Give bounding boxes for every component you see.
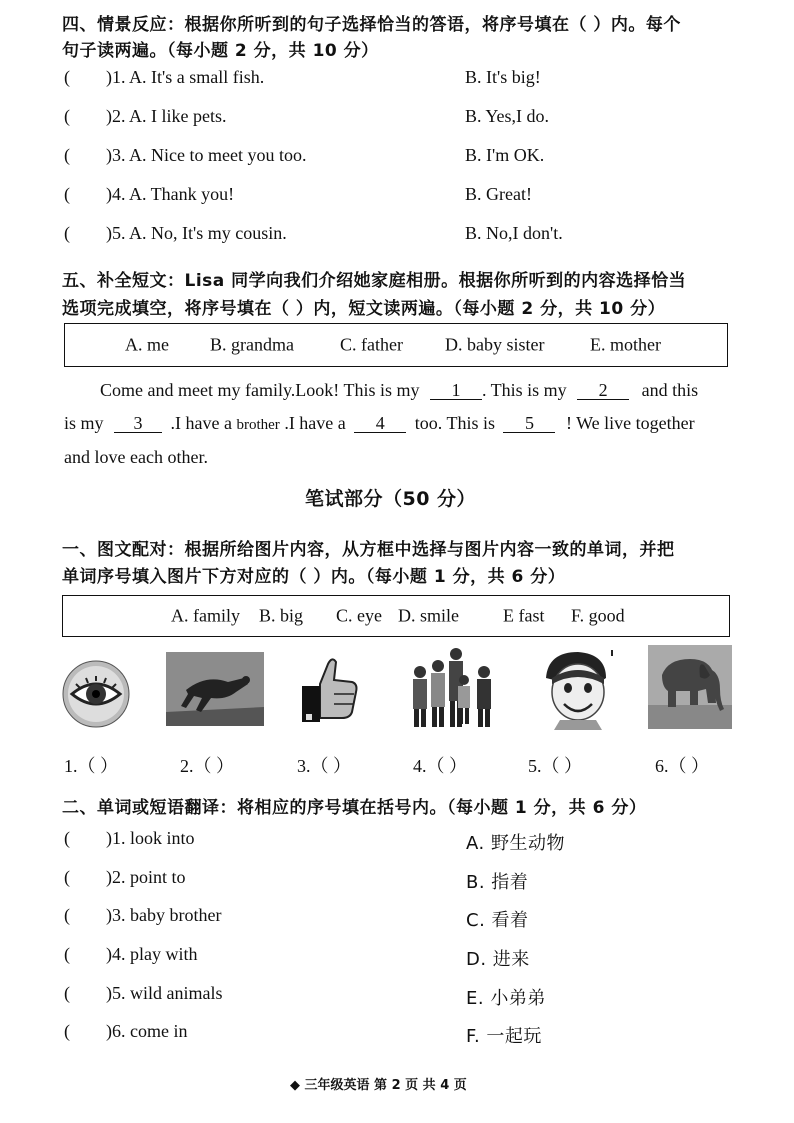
answer-paren[interactable]: ( — [64, 67, 70, 87]
option-c: C. father — [340, 334, 403, 355]
written1-title: 一、图文配对：根据所给图片内容，从方框中选择与图片内容一致的单词，并把 — [62, 540, 675, 560]
running-animal-picture — [166, 652, 264, 726]
picture-answer-3[interactable]: 3.（ ） — [297, 756, 351, 776]
passage-line3: and love each other. — [64, 447, 208, 467]
answer-paren[interactable]: ( — [64, 184, 70, 204]
blank-2[interactable]: 2 — [577, 381, 629, 400]
picture-answer-5[interactable]: 5.（ ） — [528, 756, 582, 776]
elephant-picture — [648, 645, 732, 729]
question-option-b: B. Great! — [465, 184, 532, 204]
passage-text: ! We live together — [565, 413, 695, 433]
thumbs-up-picture — [298, 654, 360, 726]
eye-picture — [62, 660, 130, 728]
blank-4[interactable]: 4 — [354, 414, 406, 433]
phrase-chinese: B. 指着 — [466, 872, 529, 893]
picture-answer-4[interactable]: 4.（ ） — [413, 756, 467, 776]
option-d: D. smile — [398, 605, 459, 626]
question-option-a: )1. A. It's a small fish. — [106, 67, 265, 87]
answer-paren[interactable]: ( — [64, 145, 70, 165]
section4-title: 四、情景反应：根据你所听到的句子选择恰当的答语，将序号填在（ ）内。每个 — [62, 15, 681, 35]
passage-text: and this — [641, 380, 699, 400]
passage-text: Come and meet my family.Look! This is my — [100, 380, 420, 400]
option-c: C. eye — [336, 605, 382, 626]
answer-paren[interactable]: ( — [64, 828, 70, 848]
answer-paren[interactable]: ( — [64, 1021, 70, 1041]
written1-title-line2: 单词序号填入图片下方对应的（ ）内。（每小题 1 分，共 6 分） — [62, 567, 566, 587]
option-a: A. me — [125, 334, 169, 355]
phrase-chinese: A. 野生动物 — [466, 833, 565, 854]
phrase-english: )5. wild animals — [106, 983, 223, 1003]
picture-answer-1[interactable]: 1.（ ） — [64, 756, 118, 776]
option-e: E. mother — [590, 334, 661, 355]
question-option-a: )5. A. No, It's my cousin. — [106, 223, 287, 243]
family-picture — [408, 644, 502, 732]
section5-title: 五、补全短文：Lisa 同学向我们介绍她家庭相册。根据你所听到的内容选择恰当 — [62, 271, 687, 291]
passage-text: is my — [64, 413, 104, 433]
question-option-a: )3. A. Nice to meet you too. — [106, 145, 307, 165]
answer-paren[interactable]: ( — [64, 223, 70, 243]
passage-line1 — [100, 380, 698, 401]
written2-title: 二、单词或短语翻译：将相应的序号填在括号内。（每小题 1 分，共 6 分） — [62, 798, 647, 818]
passage-text: . This is my — [481, 380, 567, 400]
option-b: B. big — [259, 605, 304, 626]
phrase-chinese: E. 小弟弟 — [466, 988, 546, 1009]
blank-3[interactable]: 3 — [114, 414, 162, 433]
blank-1[interactable]: 1 — [430, 381, 482, 400]
phrase-chinese: D. 进来 — [466, 949, 530, 970]
page-footer: ◆ 三年级英语 第 2 页 共 4 页 — [290, 1078, 467, 1093]
phrase-chinese: C. 看着 — [466, 910, 529, 931]
section5-options-box — [64, 323, 728, 367]
phrase-english: )2. point to — [106, 867, 186, 887]
phrase-english: )4. play with — [106, 944, 198, 964]
written-part-title: 笔试部分（50 分） — [305, 488, 477, 510]
passage-text-small: brother — [236, 417, 280, 433]
passage-text: .I have a — [170, 413, 232, 433]
phrase-english: )1. look into — [106, 828, 195, 848]
question-option-b: B. It's big! — [465, 67, 541, 87]
phrase-english: )3. baby brother — [106, 905, 222, 925]
question-option-a: )2. A. I like pets. — [106, 106, 227, 126]
question-option-a: )4. A. Thank you! — [106, 184, 235, 204]
section4-title-line2: 句子读两遍。（每小题 2 分，共 10 分） — [62, 41, 379, 61]
question-option-b: B. No,I don't. — [465, 223, 563, 243]
option-f: F. good — [571, 605, 625, 626]
picture-answer-6[interactable]: 6.（ ） — [655, 756, 709, 776]
answer-paren[interactable]: ( — [64, 983, 70, 1003]
passage-line2 — [64, 413, 695, 434]
passage-text: too. This is — [414, 413, 495, 433]
phrase-chinese: F. 一起玩 — [466, 1026, 542, 1047]
option-d: D. baby sister — [445, 334, 545, 355]
question-option-b: B. I'm OK. — [465, 145, 545, 165]
answer-paren[interactable]: ( — [64, 106, 70, 126]
section5-title-line2: 选项完成填空，将序号填在（ ）内，短文读两遍。（每小题 2 分，共 10 分） — [62, 299, 666, 319]
passage-text: .I have a — [284, 413, 346, 433]
question-option-b: B. Yes,I do. — [465, 106, 550, 126]
phrase-english: )6. come in — [106, 1021, 188, 1041]
answer-paren[interactable]: ( — [64, 867, 70, 887]
picture-answer-2[interactable]: 2.（ ） — [180, 756, 234, 776]
smiling-face-picture — [540, 648, 614, 730]
answer-paren[interactable]: ( — [64, 905, 70, 925]
option-e: E fast — [503, 605, 545, 626]
option-a: A. family — [171, 605, 240, 626]
written1-options-box — [62, 595, 730, 637]
blank-5[interactable]: 5 — [503, 414, 555, 433]
option-b: B. grandma — [210, 334, 294, 355]
answer-paren[interactable]: ( — [64, 944, 70, 964]
